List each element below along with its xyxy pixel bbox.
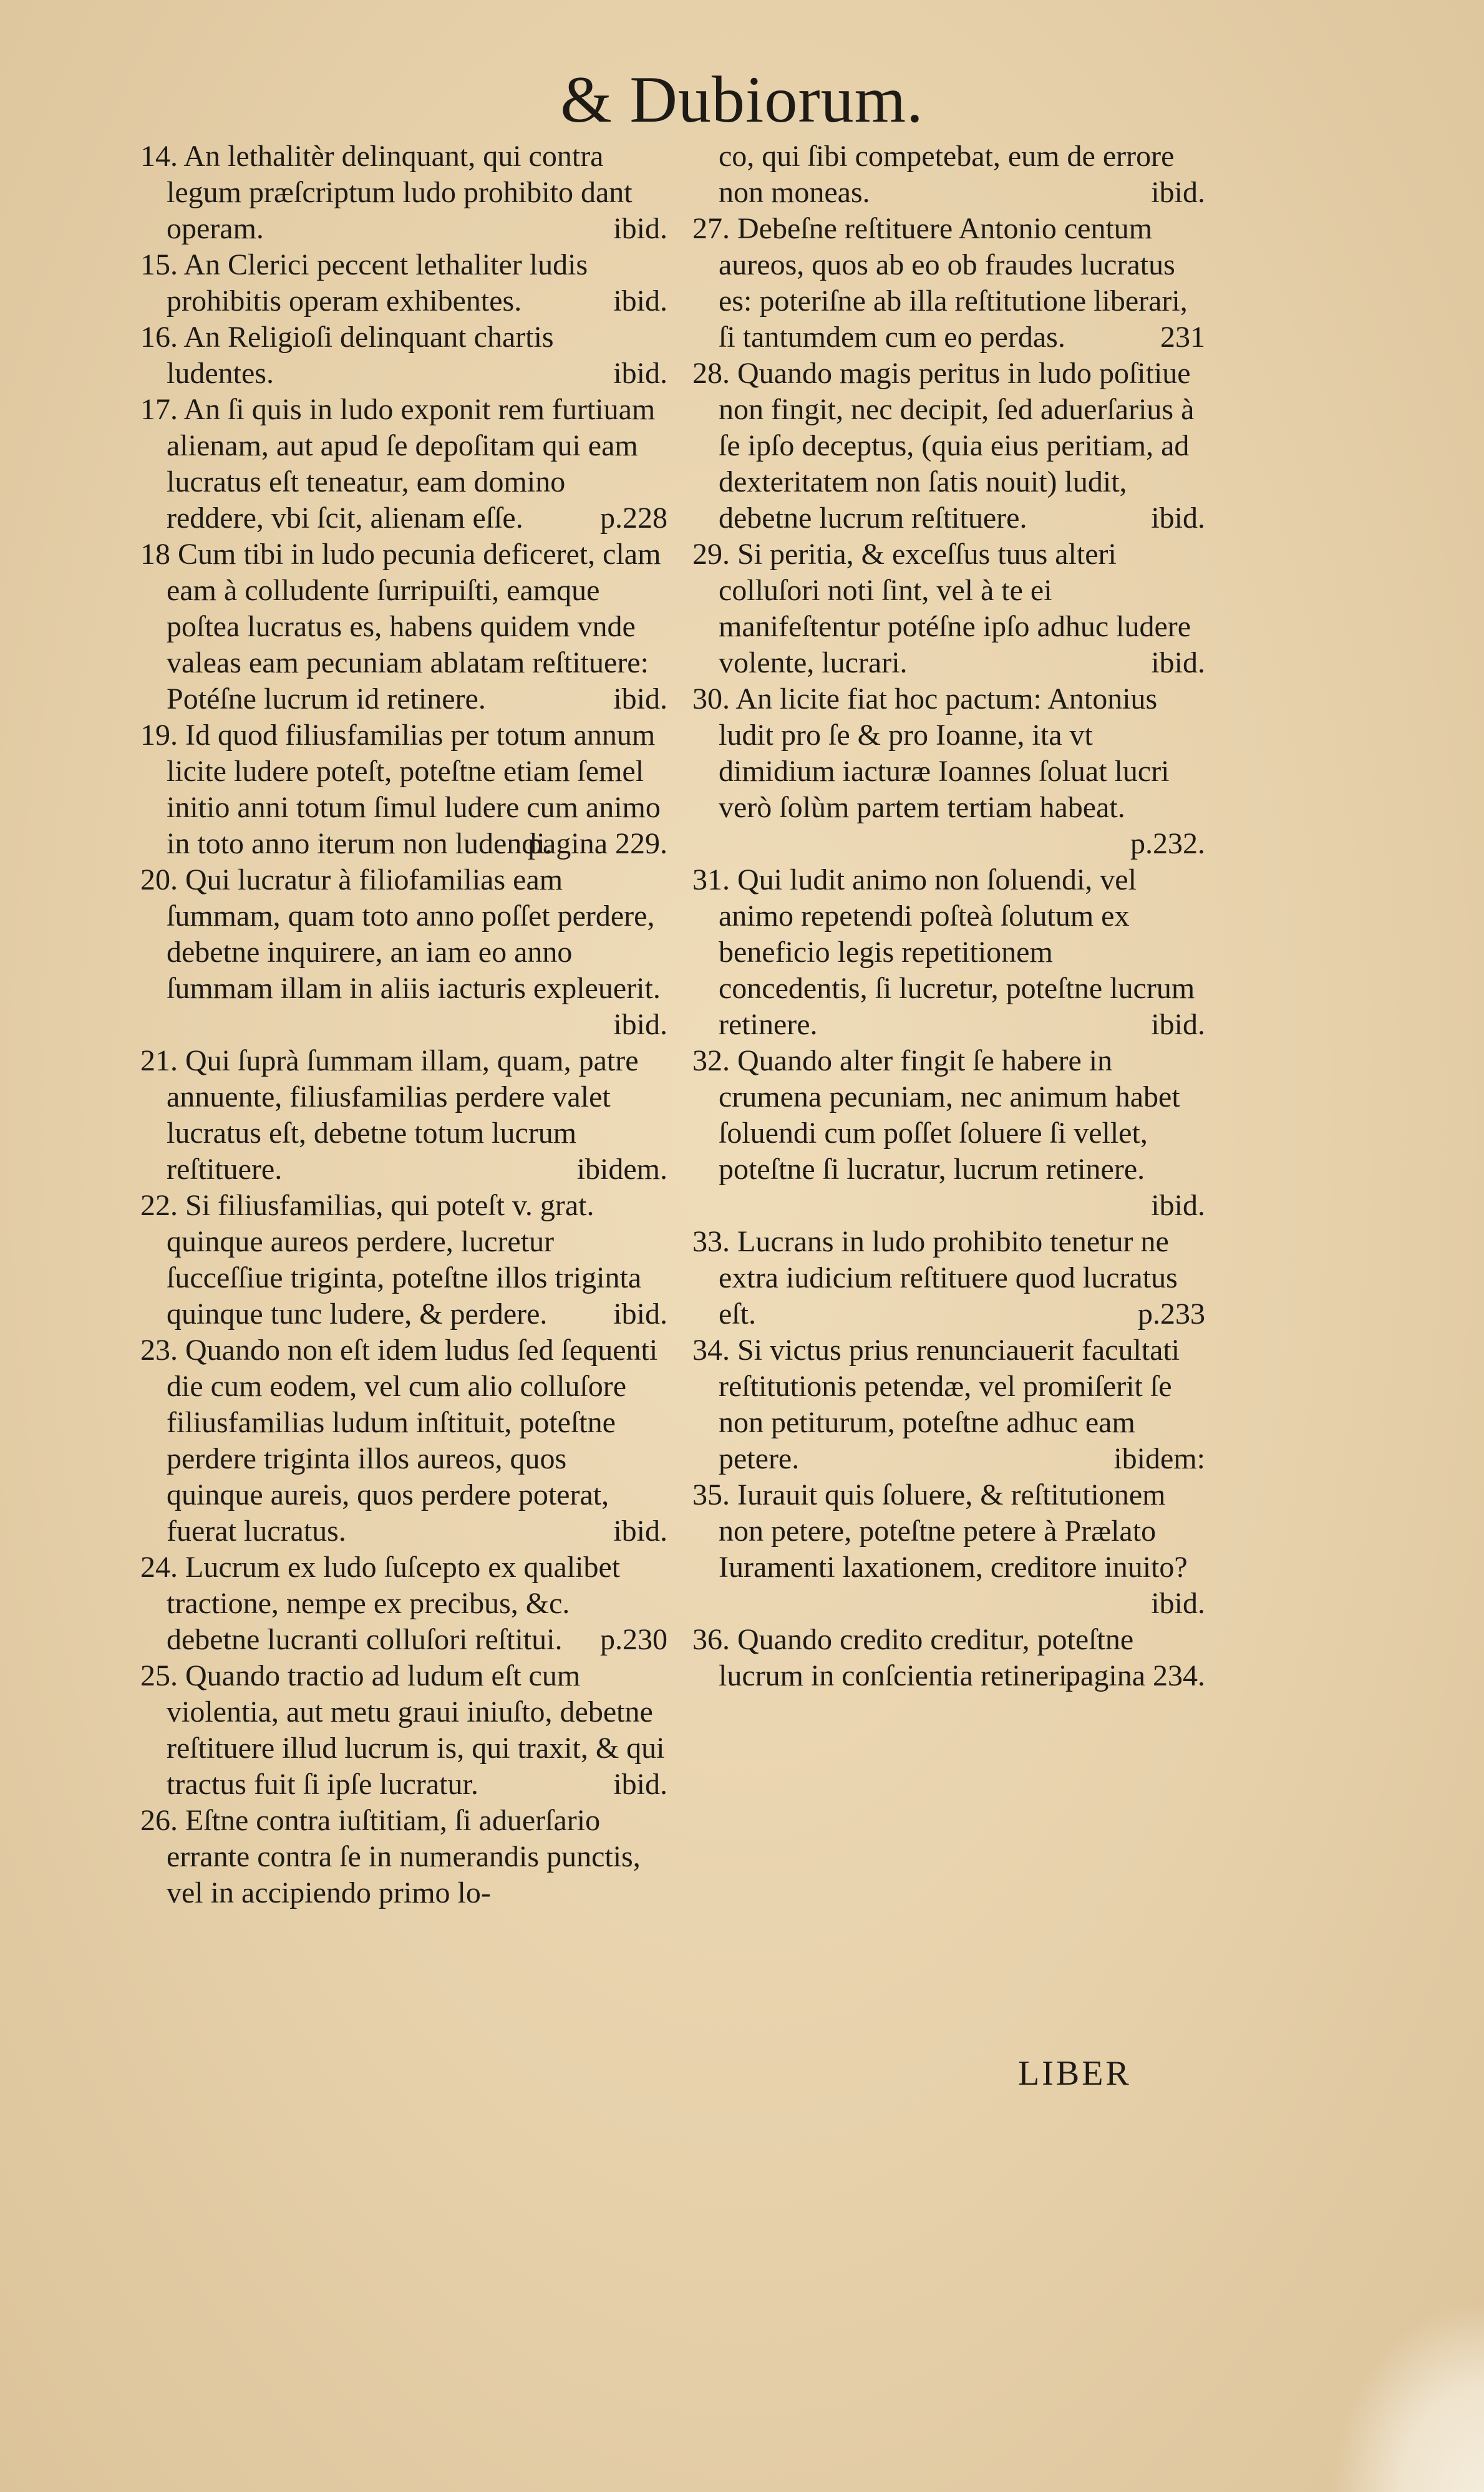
index-entry <box>140 392 667 536</box>
entry-number: 21. <box>140 1044 178 1077</box>
page-reference: p.228 <box>600 502 667 535</box>
entry-text: Qui lucratur à filiofamilias eam ſummam, quam toto anno poſſet perdere, debetne inquirere, an iam eo anno ſummam illam in aliis iacturis expleuerit. <box>167 863 661 1005</box>
entry-text: Qui ludit animo non ſoluendi, vel animo repetendi poſteà ſolutum ex beneficio legis repetitionem concedentis, ſi lucretur, poteſtne lucrum retinere. <box>719 863 1195 1041</box>
page-reference: p.232. <box>1130 827 1205 860</box>
page-reference: 231 <box>1160 321 1205 354</box>
page-reference: ibid. <box>613 212 667 245</box>
page-reference: p.230 <box>600 1623 667 1656</box>
page-reference: ibid. <box>613 1008 667 1041</box>
index-entry <box>692 1477 1205 1622</box>
page-reference: ibidem. <box>576 1153 667 1186</box>
entry-number: 26. <box>140 1804 178 1837</box>
index-entry <box>692 356 1205 536</box>
entry-number: 19. <box>140 719 178 752</box>
right-column <box>692 138 1205 1694</box>
entry-text: Cum tibi in ludo pecunia deficeret, clam eam à colludente ſurripuiſti, eamque poſtea lucratus es, habens quidem vnde valeas eam pecuniam ablatam reſtituere: Potéſne lucrum id retinere. <box>167 538 661 715</box>
entry-number: 25. <box>140 1659 178 1692</box>
entry-number: 17. <box>140 393 178 426</box>
left-column <box>140 138 667 1911</box>
entry-text: Id quod filiusfamilias per totum annum licite ludere poteſt, poteſtne etiam ſemel initio anni totum ſimul ludere cum animo in toto anno iterum non ludendi. <box>167 719 661 860</box>
page-reference: ibid. <box>1151 646 1205 679</box>
page-reference: ibid. <box>613 682 667 715</box>
index-entry <box>140 1332 667 1549</box>
index-entry <box>692 1622 1205 1694</box>
index-entry <box>140 1188 667 1332</box>
page-reference: ibid. <box>1151 502 1205 535</box>
index-entry <box>140 1549 667 1658</box>
index-entry <box>140 247 667 319</box>
entry-text: An Religioſi delinquant chartis ludentes. <box>167 321 554 390</box>
entry-text: An licite fiat hoc pactum: Antonius ludit pro ſe & pro Ioanne, ita vt dimidium iacturæ Ioannes ſoluat lucri verò ſolùm partem tertiam habeat. <box>719 682 1170 824</box>
index-entry <box>140 1658 667 1803</box>
index-entry <box>692 211 1205 356</box>
index-entry <box>692 1043 1205 1224</box>
entry-number: 28. <box>692 357 730 390</box>
entry-number: 29. <box>692 538 730 571</box>
entry-number: 18 <box>140 538 170 571</box>
entry-number: 20. <box>140 863 178 896</box>
entry-text: co, qui ſibi competebat, eum de errore non moneas. <box>719 140 1175 209</box>
index-entry <box>140 1803 667 1911</box>
entry-number: 34. <box>692 1334 730 1367</box>
entry-text: Lucrum ex ludo ſuſcepto ex qualibet tractione, nempe ex precibus, &c. debetne lucranti colluſori reſtitui. <box>167 1551 621 1656</box>
entry-number: 32. <box>692 1044 730 1077</box>
entry-number: 35. <box>692 1478 730 1511</box>
index-entry <box>140 717 667 862</box>
entry-number: 16. <box>140 321 178 354</box>
entry-number: 36. <box>692 1623 730 1656</box>
entry-text: An ſi quis in ludo exponit rem furtiuam alienam, aut apud ſe depoſitam qui eam lucratus eſt teneatur, eam domino reddere, vbi ſcit, alienam eſſe. <box>167 393 656 535</box>
index-entry <box>140 138 667 247</box>
page-reference: ibid. <box>1151 1008 1205 1041</box>
entry-text: Si filiusfamilias, qui poteſt v. grat. quinque aureos perdere, lucretur ſucceſſiue triginta, poteſtne illos triginta quinque tunc ludere, & perdere. <box>167 1189 642 1331</box>
entry-number: 33. <box>692 1225 730 1258</box>
page-reference: ibid. <box>613 1768 667 1801</box>
entry-text: Quando tractio ad ludum eſt cum violentia, aut metu graui iniuſto, debetne reſtituere illud lucrum is, qui traxit, & qui tractus fuit ſi ipſe lucratur. <box>167 1659 665 1801</box>
index-entry <box>140 862 667 1043</box>
entry-text: Quando magis peritus in ludo poſitiue non fingit, nec decipit, ſed aduerſarius à ſe ipſo deceptus, (quia eius peritiam, ad dexteritatem non ſatis nouit) ludit, debetne lucrum reſtituere. <box>719 357 1195 535</box>
page-reference: ibid. <box>1151 1189 1205 1222</box>
entry-number: 30. <box>692 682 730 715</box>
entry-text: An Clerici peccent lethaliter ludis prohibitis operam exhibentes. <box>167 248 588 318</box>
entry-text: Debeſne reſtituere Antonio centum aureos, quos ab eo ob fraudes lucratus es: poteriſne ab illa reſtitutione liberari, ſi tantumdem cum eo perdas. <box>719 212 1188 354</box>
entry-text: Si peritia, & exceſſus tuus alteri colluſori noti ſint, vel à te ei manifeſtentur potéſne ipſo adhuc ludere volente, lucrari. <box>719 538 1191 679</box>
entry-number: 24. <box>140 1551 178 1584</box>
entry-text: Qui ſuprà ſummam illam, quam, patre annuente, filiusfamilias perdere valet lucratus eſt, debetne totum lucrum reſtituere. <box>167 1044 639 1186</box>
index-entry <box>692 862 1205 1043</box>
page-reference: ibid. <box>1151 176 1205 209</box>
entry-number: 14. <box>140 140 178 173</box>
entry-text: Quando non eſt idem ludus ſed ſequenti die cum eodem, vel cum alio colluſore filiusfamilias ludum inſtituit, poteſtne perdere triginta illos aureos, quos quinque aureis, quos perdere poterat, fuerat lucratus. <box>167 1334 658 1548</box>
index-entry <box>692 1224 1205 1332</box>
index-entry <box>692 681 1205 862</box>
index-entry <box>140 319 667 392</box>
page-reference: pagina 229. <box>528 827 667 860</box>
page-reference: ibidem: <box>1113 1442 1205 1475</box>
index-entry <box>140 536 667 717</box>
page-reference: p.233 <box>1138 1297 1205 1331</box>
entry-text: Eſtne contra iuſtitiam, ſi aduerſario errante contra ſe in numerandis punctis, vel in accipiendo primo lo- <box>167 1804 641 1909</box>
entry-number: 23. <box>140 1334 178 1367</box>
page-edge-wear <box>1334 2305 1484 2492</box>
page-reference: ibid. <box>613 284 667 318</box>
index-entry <box>692 138 1205 211</box>
catchword: LIBER <box>1018 2054 1132 2093</box>
entry-text: Iurauit quis ſoluere, & reſtitutionem non petere, poteſtne petere à Prælato Iuramenti laxationem, creditore inuito? <box>719 1478 1188 1584</box>
entry-text: Si victus prius renunciauerit facultati reſtitutionis petendæ, vel promiſerit ſe non petiturum, poteſtne adhuc eam petere. <box>719 1334 1180 1475</box>
index-entry <box>140 1043 667 1188</box>
entry-number: 27. <box>692 212 730 245</box>
entry-number: 31. <box>692 863 730 896</box>
entry-number: 15. <box>140 248 178 281</box>
page-reference: ibid. <box>1151 1587 1205 1620</box>
entry-text: Lucrans in ludo prohibito tenetur ne extra iudicium reſtituere quod lucratus eſt. <box>719 1225 1178 1331</box>
entry-number: 22. <box>140 1189 178 1222</box>
page-reference: pagina 234. <box>1065 1659 1205 1692</box>
entry-text: Quando credito creditur, poteſtne lucrum in conſcientia retineri. <box>719 1623 1134 1692</box>
index-entry <box>692 1332 1205 1477</box>
entry-text: An lethalitèr delinquant, qui contra legum præſcriptum ludo prohibito dant operam. <box>167 140 633 245</box>
page-reference: ibid. <box>613 1297 667 1331</box>
index-entry <box>692 536 1205 681</box>
running-head: & Dubiorum. <box>560 63 924 136</box>
page-reference: ibid. <box>613 357 667 390</box>
page-reference: ibid. <box>613 1515 667 1548</box>
entry-text: Quando alter fingit ſe habere in crumena pecuniam, nec animum habet ſoluendi cum poſſet ſoluere ſi vellet, poteſtne ſi lucratur, lucrum retinere. <box>719 1044 1180 1186</box>
